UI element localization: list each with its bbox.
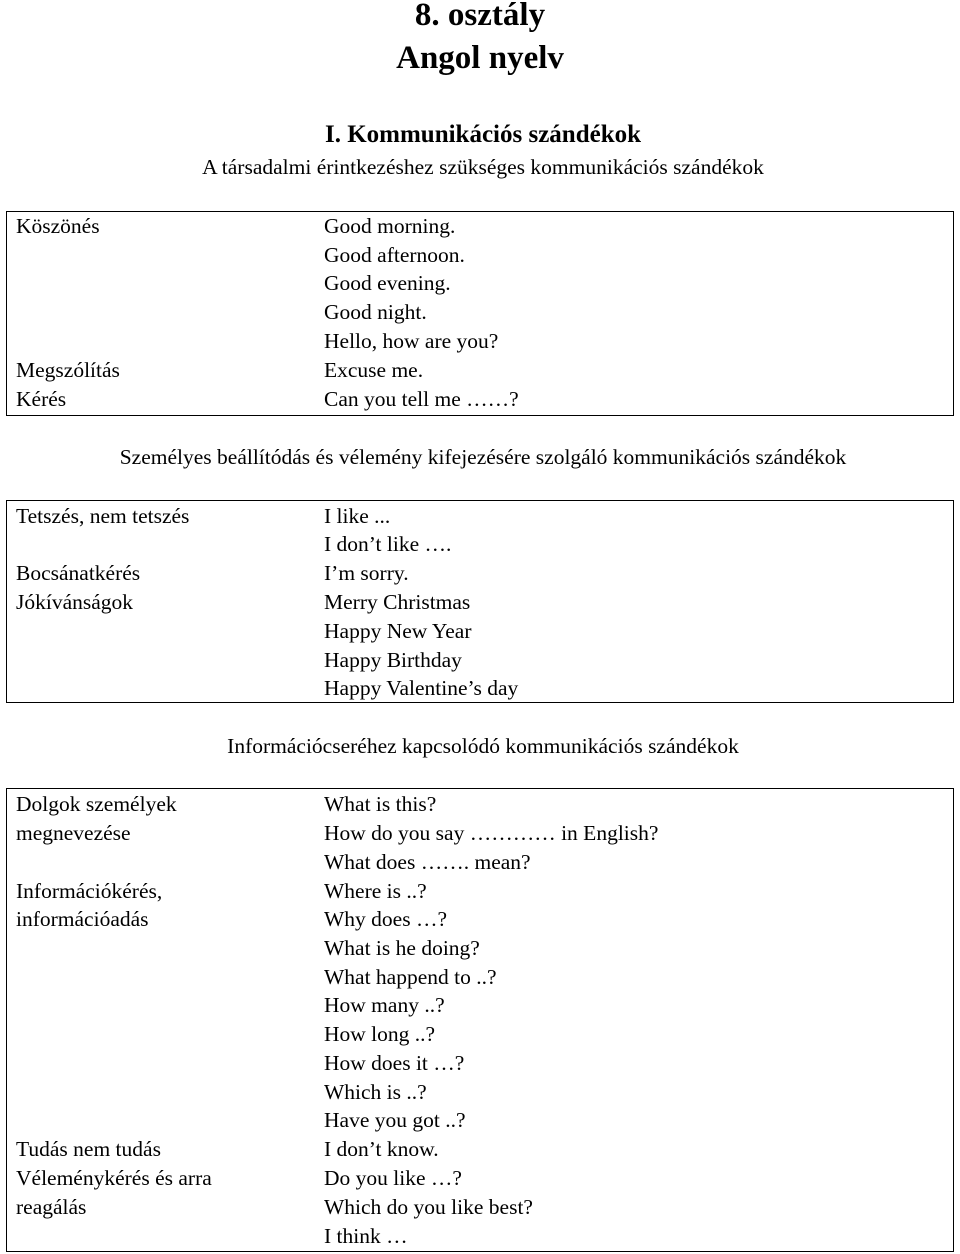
table-cell: I like ... [324,504,391,528]
table-cell: Where is ..? [324,879,427,903]
table-cell: I’m sorry. [324,561,409,585]
table-cell: Excuse me. [324,358,424,382]
table-cell: Why does …? [324,907,447,931]
table-cell: megnevezése [16,821,131,845]
table-cell: Good afternoon. [324,243,465,267]
table-cell: reagálás [16,1195,87,1219]
table-cell: Which do you like best? [324,1195,533,1219]
table-cell: információadás [16,907,149,931]
table-cell: Happy New Year [324,619,472,643]
table-cell: Happy Birthday [324,648,462,672]
table-cell: Hello, how are you? [324,329,499,353]
table-cell: How do you say ………… in English? [324,821,659,845]
table-personal-attitude [6,500,954,703]
table-cell: Dolgok személyek [16,792,177,816]
table-cell: I don’t know. [324,1137,439,1161]
table-cell: How many ..? [324,993,445,1017]
grade-title: 8. osztály [414,0,546,33]
table-cell: Információkérés, [16,879,163,903]
table-cell: What does ……. mean? [324,850,531,874]
heading-personal-attitude: Személyes beállítódás és vélemény kifejezésére szolgáló kommunikációs szándékok [119,445,847,469]
table-cell: Jókívánságok [16,590,134,614]
table-cell: Megszólítás [16,358,120,382]
table-cell: Happy Valentine’s day [324,676,519,700]
table-cell: I don’t like …. [324,532,452,556]
heading-information-exchange: Információcseréhez kapcsolódó kommunikációs szándékok [227,734,739,758]
table-cell: Good evening. [324,271,451,295]
table-cell: How long ..? [324,1022,436,1046]
table-cell: Véleménykérés és arra [16,1166,212,1190]
table-information-exchange [6,788,954,1252]
table-cell: Merry Christmas [324,590,471,614]
table-cell: Do you like …? [324,1166,462,1190]
table-cell: I think … [324,1224,408,1248]
table-cell: Kérés [16,387,67,411]
table-cell: Bocsánatkérés [16,561,141,585]
table-cell: Good morning. [324,214,456,238]
table-cell: Tudás nem tudás [16,1137,161,1161]
table-cell: Tetszés, nem tetszés [16,504,190,528]
table-cell: How does it …? [324,1051,465,1075]
section-title: I. Kommunikációs szándékok [324,121,642,148]
table-cell: Have you got ..? [324,1108,466,1132]
subject-title: Angol nyelv [396,40,564,76]
table-cell: What is he doing? [324,936,480,960]
table-cell: Can you tell me ……? [324,387,519,411]
table-cell: Good night. [324,300,427,324]
table-cell: Köszönés [16,214,100,238]
table-social-greetings [6,211,954,416]
table-cell: What happend to ..? [324,965,497,989]
table-cell: What is this? [324,792,437,816]
table-cell: Which is ..? [324,1080,427,1104]
section-subtitle: A társadalmi érintkezéshez szükséges kommunikációs szándékok [202,155,764,179]
